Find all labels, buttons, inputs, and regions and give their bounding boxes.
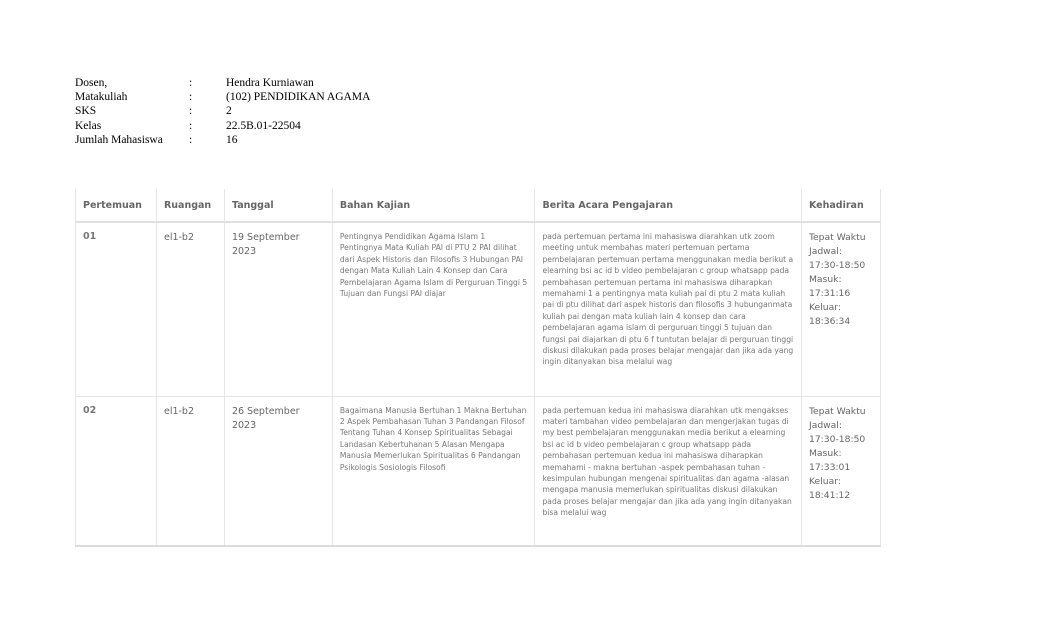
info-row-dosen [75,76,370,90]
table-row [76,222,881,396]
check-out-label: Keluar: [808,475,841,487]
cell-bahan-kajian: Pentingnya Pendidikan Agama Islam 1 Pentingnya Mata Kuliah PAI di PTU 2 PAI dilihat dari Aspek Historis dan Filosofis 3 Hubungan PAI dengan Mata Kuliah Lain 4 Konsep dan Cara Pembelajaran Agama Islam di Perguruan Tinggi 5 Tujuan dan Fungsi PAI diajar [332,222,535,396]
cell-berita-acara: pada pertemuan pertama ini mahasiswa diarahkan utk zoom meeting untuk membahas materi pertemuan pertama pembelajaran pertemuan pertama menggunakan media berikut a elearning bsi ac id b video pembelajaran c group whatsapp pada pembahasan pertemuan pertama ini mahasiswa diharapkan memahami 1 a pentingnya mata kuliah pai di ptu 2 mata kuliah pai di ptu dilihat dari aspek historis dan filosofis 3 hubunganmata kuliah pai dengan mata kuliah lain 4 konsep dan cara pembelajaran agama islam di perguruan tinggi 5 tujuan dan fungsi pai diajarkan di ptu 6 f tuntutan belajar di perguruan tinggi diskusi dilakukan pada proses belajar mengajar dan jika ada yang ingin ditanyakan bisa melalui wag [535,222,802,396]
cell-bahan-kajian: Bagaimana Manusia Bertuhan 1 Makna Bertuhan 2 Aspek Pembahasan Tuhan 3 Pandangan Filosof Tentang Tuhan 4 Konsep Spiritualitas Sebagai Landasan Kebertuhanan 5 Alasan Mengapa Manusia Memerlukan Spiritualitas 6 Pandangan Psikologis Sosiologis Filosofi [332,396,535,546]
cell-berita-acara: pada pertemuan kedua ini mahasiswa diarahkan utk mengakses materi tambahan video pembelajaran dan mengerjakan tugas di my best pembelajaran menggunakan media berikut a elearning bsi ac id b video pembelajaran c group whatsapp pada pembahasan pertemuan kedua ini mahasiswa diharapkan memahami - makna bertuhan -aspek pembahasan tuhan -kesimpulan hubungan mengenai spiritualitas dan agama -alasan mengapa manusia memerlukan spiritualitas diskusi dilakukan pada proses belajar mengajar dan jika ada yang ingin ditanyakan bisa melalui wag [535,396,802,546]
info-separator: : [189,105,193,118]
cell-tanggal: 19 September 2023 [224,222,332,396]
schedule-value: 17:30-18:50 [808,433,866,445]
info-value-jumlah-mahasiswa: 16 [226,133,238,146]
table-header-row [76,189,881,222]
info-row-matakuliah [75,90,370,104]
info-row-jumlah-mahasiswa [75,133,370,147]
info-row-sks [75,104,370,118]
attendance-status: Tepat Waktu [808,232,866,243]
cell-pertemuan: 01 [76,222,157,396]
info-label: Matakuliah [75,91,128,104]
check-out-label: Keluar: [808,302,841,313]
cell-kehadiran [801,222,880,396]
info-label: Jumlah Mahasiswa [75,133,163,146]
cell-ruangan: el1-b2 [156,396,224,546]
info-value-matakuliah: (102) PENDIDIKAN AGAMA [226,91,371,104]
info-value-kelas: 22.5B.01-22504 [226,119,301,132]
info-separator: : [189,119,193,132]
info-row-kelas [75,119,370,133]
schedule-label: Jadwal: [808,246,842,257]
check-in-label: Masuk: [808,274,842,285]
header-ruangan: Ruangan [156,189,224,222]
info-label: SKS [75,105,97,118]
table-row [76,396,881,546]
header-berita-acara: Berita Acara Pengajaran [535,189,802,222]
cell-tanggal: 26 September 2023 [224,396,332,546]
info-label: Dosen, [75,77,108,89]
info-separator: : [189,91,193,104]
info-separator: : [189,133,193,146]
info-separator: : [189,77,193,89]
info-value-dosen: Hendra Kurniawan [226,77,314,89]
cell-pertemuan: 02 [76,396,157,546]
check-out-value: 18:36:34 [808,316,851,327]
check-in-value: 17:31:16 [808,288,851,299]
check-in-label: Masuk: [808,447,842,459]
course-info [75,76,370,147]
cell-kehadiran [801,396,880,546]
header-bahan-kajian: Bahan Kajian [332,189,535,222]
header-tanggal: Tanggal [224,189,332,222]
header-pertemuan: Pertemuan [76,189,157,222]
schedule-label: Jadwal: [808,419,842,431]
info-label: Kelas [75,119,102,132]
attendance-status: Tepat Waktu [808,405,866,417]
attendance-table [75,189,881,547]
check-out-value: 18:41:12 [808,489,851,501]
cell-ruangan: el1-b2 [156,222,224,396]
info-value-sks: 2 [226,105,232,118]
check-in-value: 17:33:01 [808,461,851,473]
schedule-value: 17:30-18:50 [808,260,866,271]
header-kehadiran: Kehadiran [801,189,880,222]
